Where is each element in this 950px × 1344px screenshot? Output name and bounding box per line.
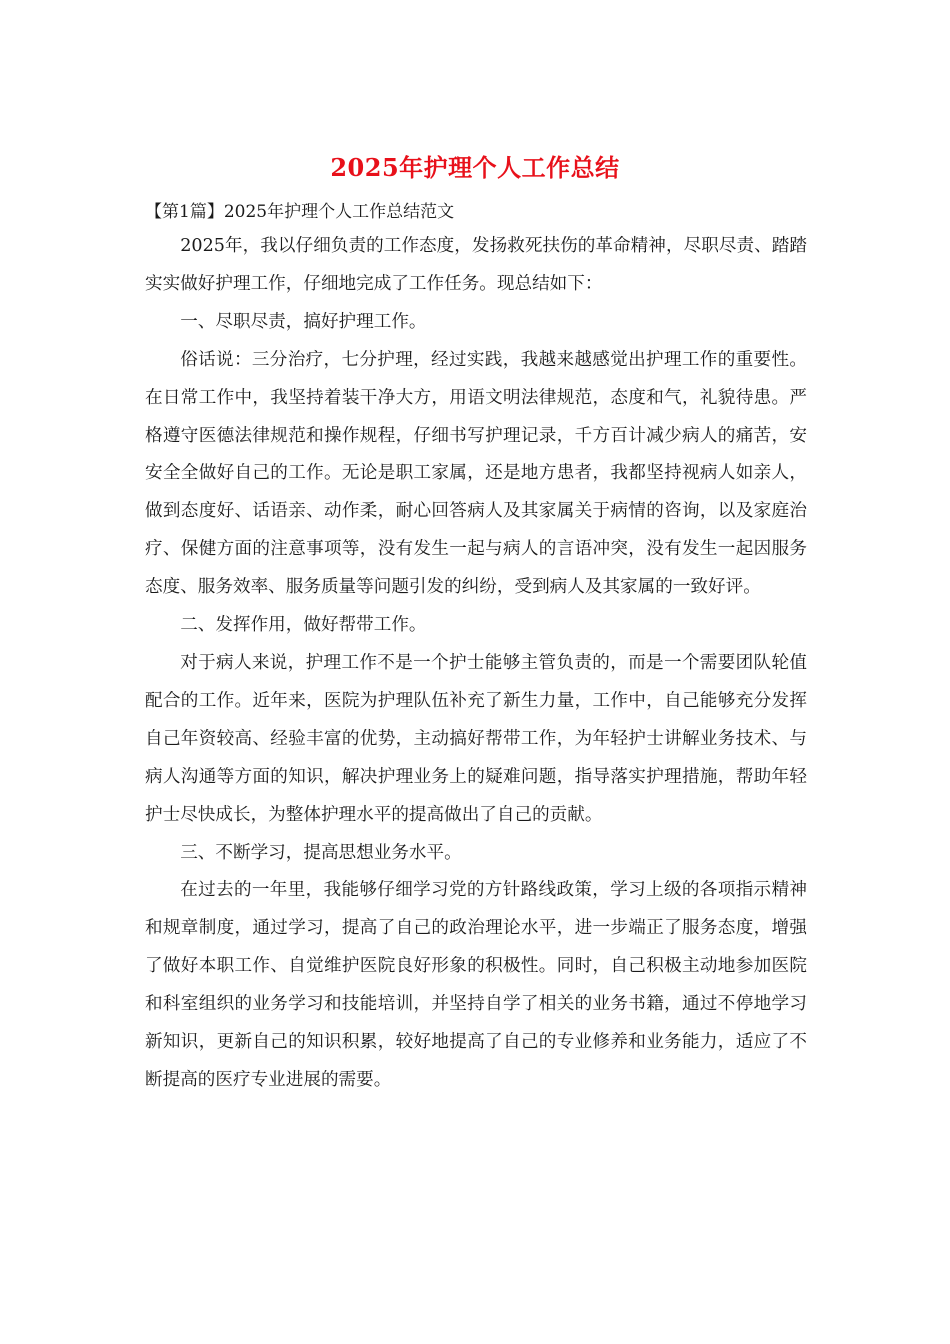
- paragraph-intro: 2025年，我以仔细负责的工作态度，发扬救死扶伤的革命精神，尽职尽责、踏踏实实做好护理工作，仔细地完成了工作任务。现总结如下：: [145, 236, 807, 294]
- document-subtitle: 【第1篇】2025年护理个人工作总结范文: [145, 202, 455, 222]
- document-title: 2025年护理个人工作总结: [330, 153, 620, 182]
- document-body: [145, 228, 807, 1100]
- section-heading-3: 三、不断学习，提高思想业务水平。: [180, 842, 462, 863]
- section-heading-1: 一、尽职尽责，搞好护理工作。: [180, 311, 427, 332]
- paragraph-section-2: 对于病人来说，护理工作不是一个护士能够主管负责的，而是一个需要团队轮值配合的工作。近年来，医院为护理队伍补充了新生力量，工作中，自己能够充分发挥自己年资较高、经验丰富的优势，主动搞好帮带工作，为年轻护士讲解业务技术、与病人沟通等方面的知识，解决护理业务上的疑难问题，指导落实护理措施，帮助年轻护士尽快成长，为整体护理水平的提高做出了自己的贡献。: [145, 652, 807, 825]
- section-heading-2: 二、发挥作用，做好帮带工作。: [180, 615, 427, 636]
- paragraph-section-1: 俗话说：三分治疗，七分护理，经过实践，我越来越感觉出护理工作的重要性。在日常工作中，我坚持着装干净大方，用语文明法律规范，态度和气，礼貌待患。严格遵守医德法律规范和操作规程，仔细书写护理记录，千方百计减少病人的痛苦，安安全全做好自己的工作。无论是职工家属，还是地方患者，我都坚持视病人如亲人，做到态度好、话语亲、动作柔，耐心回答病人及其家属关于病情的咨询，以及家庭治疗、保健方面的注意事项等，没有发生一起与病人的言语冲突，没有发生一起因服务态度、服务效率、服务质量等问题引发的纠纷，受到病人及其家属的一致好评。: [145, 349, 807, 598]
- paragraph-section-3: 在过去的一年里，我能够仔细学习党的方针路线政策，学习上级的各项指示精神和规章制度，通过学习，提高了自己的政治理论水平，进一步端正了服务态度，增强了做好本职工作、自觉维护医院良好形象的积极性。同时，自己积极主动地参加医院和科室组织的业务学习和技能培训，并坚持自学了相关的业务书籍，通过不停地学习新知识，更新自己的知识积累，较好地提高了自己的专业修养和业务能力，适应了不断提高的医疗专业进展的需要。: [145, 880, 807, 1090]
